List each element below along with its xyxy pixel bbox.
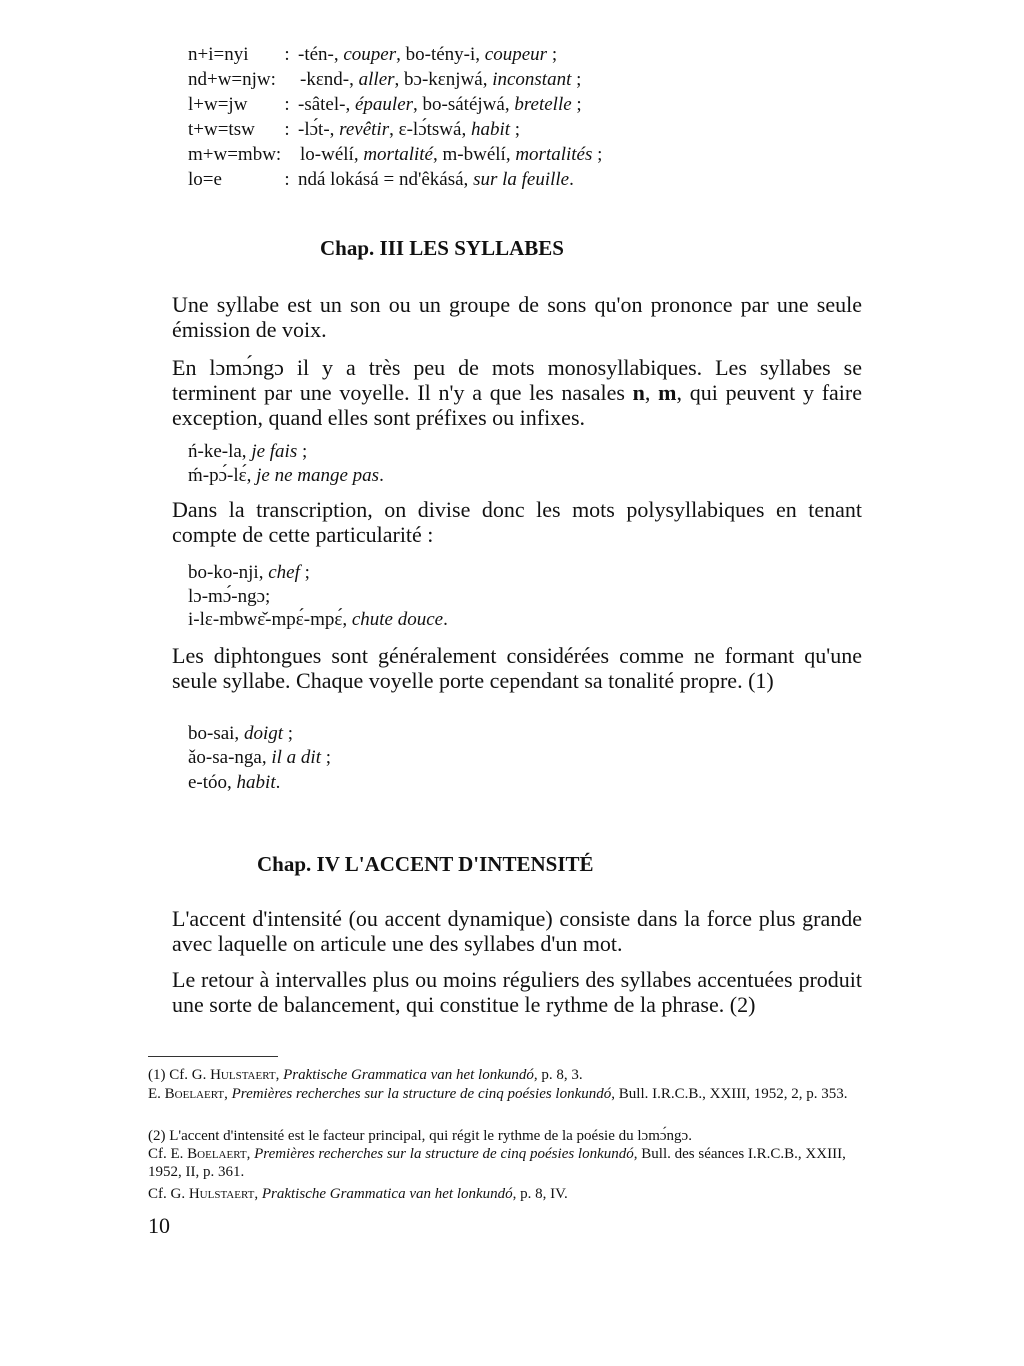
- footnote-1b: E. Boelaert, Premières recherches sur la structure de cinq poésies lonkundó, Bull. I.R.C.B., XXIII, 1952, 2, p. 353.: [148, 1086, 848, 1102]
- sound-rule-row: [188, 144, 602, 166]
- example-word: bo-ko-nji,: [188, 562, 269, 583]
- fn-text: (1) Cf. G.: [148, 1067, 211, 1083]
- rule-part: épauler: [354, 94, 414, 115]
- example-line: [188, 746, 331, 769]
- rule-part: m+w=mbw:: [188, 144, 282, 165]
- example-line: [188, 608, 448, 631]
- rule-part: .: [569, 169, 574, 190]
- chap4-paragraph-2: Le retour à intervalles plus ou moins réguliers des syllabes accentuées produit une sorte de balancement, qui constitue le rythme de la phrase. (2): [172, 967, 862, 1017]
- fn-title: Premières recherches sur la structure de cinq poésies lonkundó: [254, 1146, 634, 1162]
- rule-part: ;: [571, 94, 582, 115]
- rule-part: bretelle: [514, 94, 572, 115]
- footnote-2b: Cf. E. Boelaert, Premières recherches sur la structure de cinq poésies lonkundó, Bull. des séances I.R.C.B., XXIII, 1952, II, p. 361.: [148, 1146, 846, 1180]
- example-word: bo-sai,: [188, 723, 244, 744]
- example-line: [188, 722, 293, 745]
- sound-rule-row: [188, 44, 557, 66]
- example-word: .: [443, 609, 448, 630]
- rule-part: l+w=jw: [188, 94, 248, 115]
- rule-part: ;: [547, 44, 558, 65]
- example-translation: il a dit: [271, 747, 321, 768]
- example-word: i-lɛ-mbwɛ̌-mpɛ́-mpɛ́,: [188, 609, 352, 630]
- rule-part: :: [284, 169, 290, 190]
- example-word: ;: [283, 723, 294, 744]
- fn-text: E.: [148, 1086, 165, 1102]
- p2-nasal-n: n: [632, 380, 645, 405]
- rule-part: mortalités: [515, 144, 593, 165]
- sound-rule-row: [188, 119, 520, 141]
- example-line: [188, 585, 270, 608]
- footnote-2c: Cf. G. Hulstaert, Praktische Grammatica van het lonkundó, p. 8, IV.: [148, 1186, 568, 1202]
- example-word: ;: [299, 562, 310, 583]
- fn-author: Hulstaert: [188, 1186, 255, 1202]
- chap4-paragraph-1: L'accent d'intensité (ou accent dynamique) consiste dans la force plus grande avec laquelle on articule une des syllabes d'un mot.: [172, 906, 862, 956]
- example-line: [188, 771, 280, 794]
- rule-part: -tén-,: [298, 44, 344, 65]
- example-translation: je fais: [251, 441, 298, 462]
- example-translation: doigt: [243, 723, 283, 744]
- example-word: lɔ-mɔ́-ngɔ;: [188, 586, 271, 607]
- fn-author: Boelaert: [187, 1146, 247, 1162]
- rule-part: inconstant: [492, 69, 572, 90]
- example-word: ;: [297, 441, 308, 462]
- fn-author: Hulstaert: [210, 1067, 276, 1083]
- example-word: ḿ-pɔ́-lɛ́,: [188, 465, 257, 486]
- chap3-paragraph-2: [172, 355, 862, 430]
- rule-part: -kɛnd-,: [300, 69, 359, 90]
- rule-part: ;: [510, 119, 521, 140]
- footnote-1a: (1) Cf. G. Hulstaert, Praktische Grammatica van het lonkundó, p. 8, 3.: [148, 1067, 583, 1083]
- fn-text: , Bull. des séances I.R.C.B., XXIII, 1952, II, p. 361.: [148, 1146, 846, 1180]
- chap3-paragraph-3: Dans la transcription, on divise donc les mots polysyllabiques en tenant compte de cette particularité :: [172, 497, 862, 547]
- rule-part: ;: [571, 69, 582, 90]
- rule-part: coupeur: [484, 44, 548, 65]
- example-line: [188, 464, 384, 487]
- fn-text: , p. 8, IV.: [512, 1186, 568, 1202]
- rule-part: , m-bwélí,: [433, 144, 516, 165]
- fn-title: Praktische Grammatica van het lonkundó: [283, 1067, 534, 1083]
- example-translation: habit: [236, 772, 276, 793]
- example-word: ń-ke-la,: [188, 441, 252, 462]
- sound-rule-row: [188, 94, 582, 116]
- fn-title: Praktische Grammatica van het lonkundó: [261, 1186, 513, 1202]
- rule-part: , ɛ-lɔ́tswá,: [389, 119, 471, 140]
- example-word: e-tóo,: [188, 772, 237, 793]
- fn-author: Boelaert: [164, 1086, 225, 1102]
- sound-rule-row: [188, 69, 581, 91]
- footnote-2a: (2) L'accent d'intensité est le facteur principal, qui régit le rythme de la poésie du lɔmɔ́ngɔ.: [148, 1128, 692, 1144]
- rule-part: couper: [343, 44, 397, 65]
- example-word: .: [275, 772, 281, 793]
- rule-part: aller: [358, 69, 395, 90]
- chapter-4-heading: Chap. IV L'ACCENT D'INTENSITÉ: [257, 852, 594, 876]
- rule-part: , bo-tény-i,: [396, 44, 485, 65]
- example-translation: je ne mange pas: [256, 465, 380, 486]
- example-translation: chef: [268, 562, 300, 583]
- rule-part: lo-wélí,: [300, 144, 364, 165]
- chap3-paragraph-4: Les diphtongues sont généralement considérées comme ne formant qu'une seule syllabe. Chaque voyelle porte cependant sa tonalité propre. (1): [172, 643, 862, 693]
- fn-title: Premières recherches sur la structure de cinq poésies lonkundó: [231, 1086, 612, 1102]
- fn-text: Cf. G.: [148, 1186, 189, 1202]
- rule-part: :: [284, 44, 290, 65]
- example-word: .: [379, 465, 384, 486]
- page-number: 10: [148, 1213, 170, 1238]
- rule-part: -sâtel-,: [298, 94, 355, 115]
- rule-part: lo=e: [188, 169, 222, 190]
- rule-part: , bɔ-kɛnjwá,: [394, 69, 493, 90]
- footnote-separator: [148, 1056, 278, 1057]
- sound-rule-row: [188, 169, 574, 191]
- rule-part: revêtir: [339, 119, 390, 140]
- chap3-paragraph-1: Une syllabe est un son ou un groupe de sons qu'on prononce par une seule émission de voix.: [172, 292, 862, 342]
- example-translation: chute douce: [351, 609, 444, 630]
- p2-text-b: ,: [644, 380, 659, 405]
- fn-text: , p. 8, 3.: [533, 1067, 583, 1083]
- example-line: [188, 561, 310, 584]
- fn-text: , Bull. I.R.C.B., XXIII, 1952, 2, p. 353.: [611, 1086, 848, 1102]
- p2-text-a: En lɔmɔ́ngɔ il y a très peu de mots monosyllabiques. Les syllabes se terminent par une voyelle. Il n'y a que les nasales: [172, 355, 862, 405]
- example-word: ;: [320, 747, 332, 768]
- rule-part: mortalité: [363, 144, 433, 165]
- rule-part: ;: [592, 144, 603, 165]
- p2-nasal-m: m: [658, 380, 677, 405]
- rule-part: :: [284, 119, 290, 140]
- rule-part: ndá lokásá = nd'êkásá,: [298, 169, 474, 190]
- rule-part: nd+w=njw:: [188, 69, 276, 90]
- chapter-3-heading: Chap. III LES SYLLABES: [320, 236, 564, 260]
- example-line: [188, 440, 307, 463]
- rule-part: sur la feuille: [473, 169, 570, 190]
- rule-part: , bo-sátéjwá,: [413, 94, 515, 115]
- rule-part: n+i=nyi: [188, 44, 249, 65]
- rule-part: habit: [470, 119, 511, 140]
- fn-text: Cf. E.: [148, 1146, 188, 1162]
- rule-part: :: [284, 94, 290, 115]
- example-word: ǎo-sa-nga,: [188, 747, 272, 768]
- rule-part: t+w=tsw: [188, 119, 255, 140]
- p2-text-c: , qui peuvent y faire exception, quand elles sont préfixes ou infixes.: [172, 380, 862, 430]
- rule-part: -lɔ́t-,: [298, 119, 340, 140]
